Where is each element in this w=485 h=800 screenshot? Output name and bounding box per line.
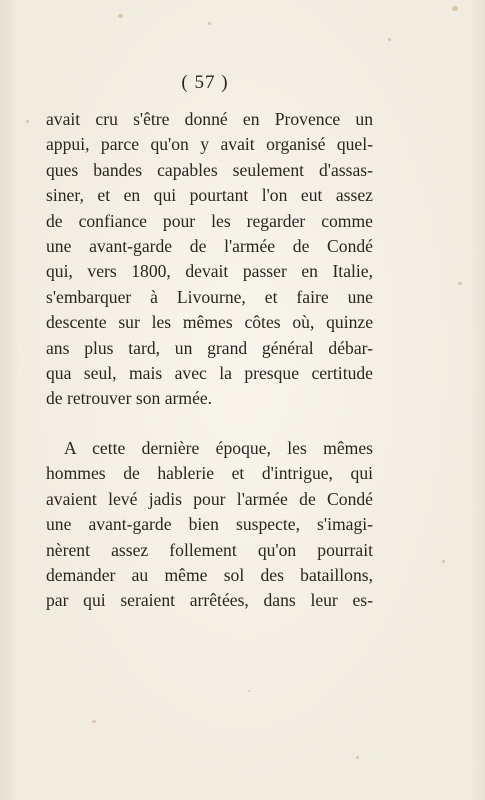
text-line: nèrent assez follement qu'on pourrait bbox=[46, 539, 373, 560]
paragraph-2 bbox=[46, 436, 373, 614]
text-line: s'embarquer à Livourne, et faire une bbox=[46, 286, 373, 307]
text-line: ques bandes capables seulement d'assas- bbox=[46, 159, 373, 180]
paper-speck bbox=[248, 690, 250, 692]
paper-speck bbox=[208, 22, 211, 25]
text-line: demander au même sol des bataillons, bbox=[46, 565, 373, 586]
text-line: ans plus tard, un grand général débar- bbox=[46, 337, 373, 358]
text-line: A cette dernière époque, les mêmes bbox=[64, 438, 373, 458]
text-line: siner, et en qui pourtant l'on eut assez bbox=[46, 185, 373, 206]
text-line: par qui seraient arrêtées, dans leur es- bbox=[46, 590, 373, 611]
text-line: qui, vers 1800, devait passer en Italie, bbox=[46, 261, 373, 282]
text-line: hommes de hablerie et d'intrigue, qui bbox=[46, 463, 373, 484]
paper-speck bbox=[458, 282, 462, 285]
paper-speck bbox=[442, 560, 445, 563]
text-line: qua seul, mais avec la presque certitude bbox=[46, 363, 373, 384]
text-line: avait cru s'être donné en Provence un bbox=[46, 109, 373, 129]
text-line: une avant-garde bien suspecte, s'imagi- bbox=[46, 514, 373, 535]
text-line: de confiance pour les regarder comme bbox=[46, 210, 373, 231]
text-line: descente sur les mêmes côtes où, quinze bbox=[46, 312, 373, 333]
text-line: avaient levé jadis pour l'armée de Condé bbox=[46, 488, 373, 509]
text-line: une avant-garde de l'armée de Condé bbox=[46, 236, 373, 257]
text-line: de retrouver son armée. bbox=[46, 388, 213, 409]
paper-speck bbox=[92, 720, 96, 723]
paragraph-1 bbox=[46, 107, 373, 412]
paper-speck bbox=[118, 14, 123, 18]
paper-speck bbox=[452, 6, 458, 11]
page-number: ( 57 ) bbox=[181, 72, 229, 93]
paper-speck bbox=[26, 120, 29, 123]
paper-speck bbox=[356, 756, 359, 759]
paper-speck bbox=[388, 38, 391, 41]
text-line: appui, parce qu'on y avait organisé quel- bbox=[46, 134, 373, 155]
